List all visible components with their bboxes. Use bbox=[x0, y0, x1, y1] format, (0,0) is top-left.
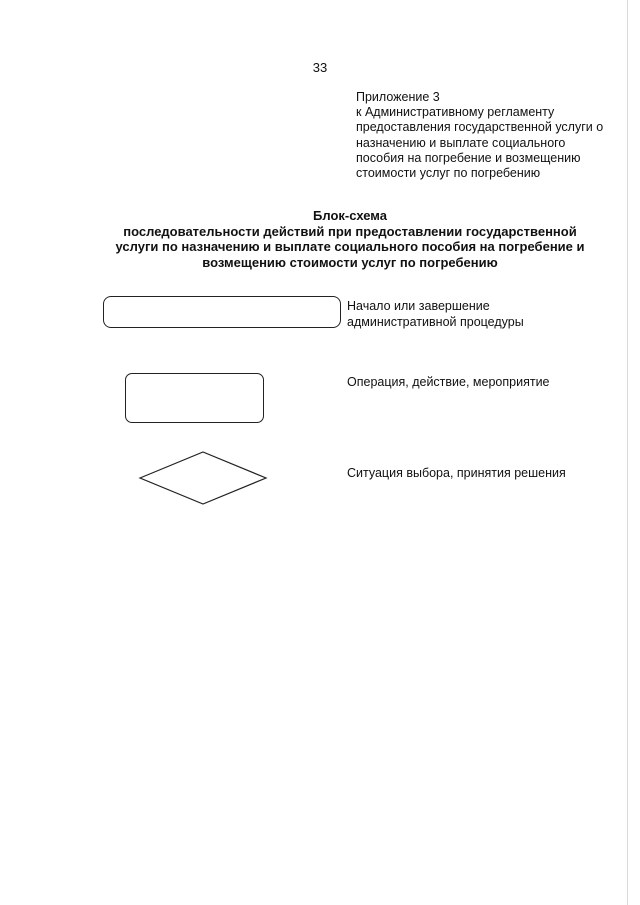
page-number: 33 bbox=[312, 60, 328, 75]
terminator-label-line: административной процедуры bbox=[347, 315, 524, 329]
appendix-line: к Административному регламенту bbox=[356, 105, 555, 120]
document-title bbox=[90, 208, 610, 270]
title-heading: Блок-схема bbox=[313, 208, 387, 223]
title-line: возмещению стоимости услуг по погребению bbox=[202, 254, 498, 270]
appendix-line: предоставления государственной услуги о bbox=[356, 120, 604, 135]
title-line: последовательности действий при предоставлении государственной bbox=[123, 223, 577, 239]
terminator-shape bbox=[103, 296, 341, 328]
title-line: услуги по назначению и выплате социального пособия на погребение и bbox=[115, 239, 585, 254]
decision-label: Ситуация выбора, принятия решения bbox=[347, 466, 566, 480]
terminator-label-line: Начало или завершение bbox=[347, 299, 490, 313]
decision-shape bbox=[138, 450, 268, 506]
appendix-line: пособия на погребение и возмещению bbox=[356, 150, 581, 165]
appendix-line: назначению и выплате социального bbox=[356, 135, 566, 150]
appendix-line: стоимости услуг по погребению bbox=[356, 166, 541, 181]
decision-diamond-outline bbox=[140, 452, 266, 504]
appendix-line: Приложение 3 bbox=[356, 90, 440, 104]
appendix-note bbox=[356, 90, 636, 181]
terminator-label bbox=[347, 298, 524, 330]
process-label: Операция, действие, мероприятие bbox=[347, 375, 550, 389]
process-shape bbox=[125, 373, 264, 423]
decision-diamond bbox=[138, 450, 268, 506]
